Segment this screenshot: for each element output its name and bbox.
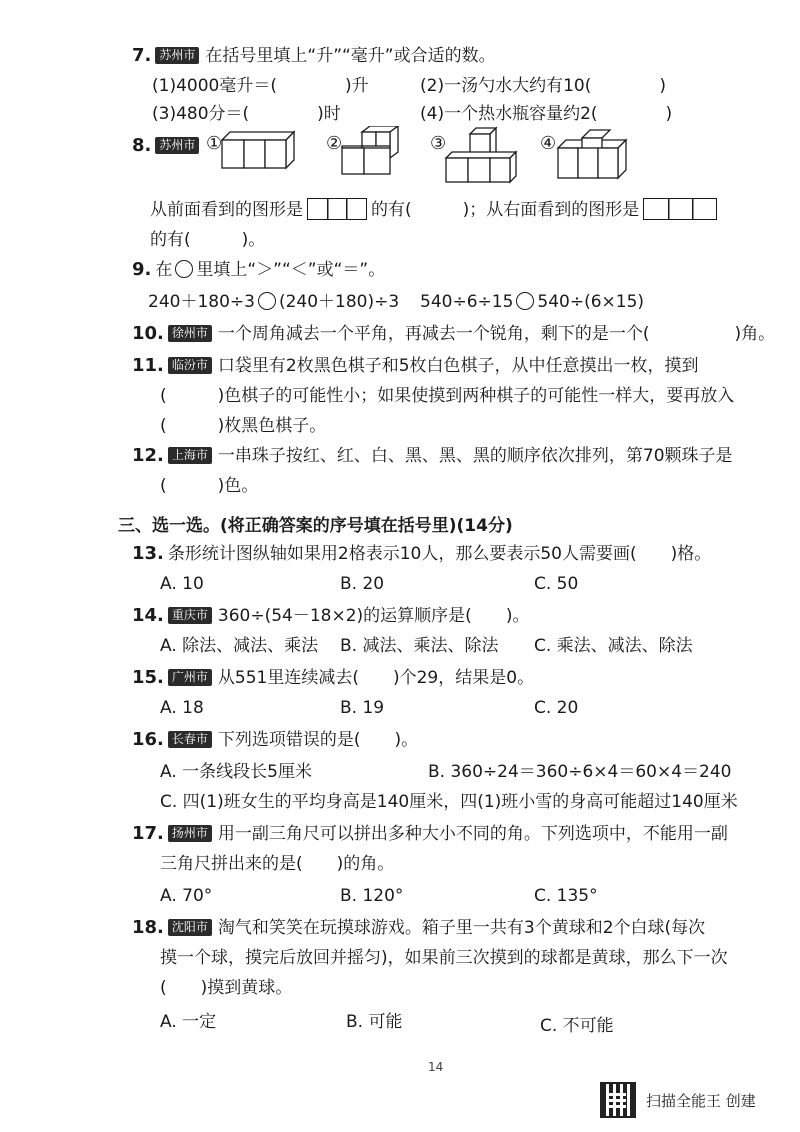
q15-region-tag: 广州市 [168, 669, 212, 686]
q15-number: 15. [132, 667, 164, 688]
q16-number: 16. [132, 729, 164, 750]
q13-number: 13. [132, 543, 164, 564]
q7-item-2: (2)一汤勺水大约有10( ) [420, 76, 666, 96]
qr-code-icon [600, 1082, 636, 1118]
cube-figure-4 [556, 126, 632, 180]
answer-circle-2[interactable] [516, 292, 534, 310]
q13 [132, 542, 711, 566]
q9-number: 9. [132, 259, 152, 280]
q9-expression-2 [420, 290, 644, 314]
q15-option-b: B. 19 [340, 698, 385, 718]
q8-number: 8. [132, 135, 152, 156]
q18-option-a: A. 一定 [160, 1012, 217, 1032]
q8-label-1: ① [206, 133, 223, 154]
q12-line-1 [132, 444, 733, 468]
q18-number: 18. [132, 917, 164, 938]
q17-option-a: A. 70° [160, 886, 213, 906]
q10 [132, 322, 775, 346]
q12-number: 12. [132, 445, 164, 466]
q7-item-1: (1)4000毫升＝( )升 [152, 76, 369, 96]
q15-option-c: C. 20 [534, 698, 579, 718]
q12-line-2: ( )色。 [160, 476, 259, 496]
q15 [132, 666, 534, 690]
q14-text: 360÷(54－18×2)的运算顺序是( )。 [217, 606, 530, 626]
q9-expression-1 [148, 290, 399, 314]
q9-stem [132, 258, 385, 282]
q14-option-c: C. 乘法、减法、除法 [534, 636, 693, 656]
q9-expr2-left: 540÷6÷15 [420, 292, 514, 312]
q11-region-tag: 临汾市 [168, 357, 212, 374]
q8-label-4: ④ [540, 133, 557, 154]
q13-option-b: B. 20 [340, 574, 385, 594]
q7-text: 在括号里填上“升”“毫升”或合适的数。 [205, 46, 496, 66]
cube-figure-2 [340, 126, 404, 180]
q10-text: 一个周角减去一个平角，再减去一个锐角，剩下的是一个( )角。 [217, 324, 776, 344]
q10-number: 10. [132, 323, 164, 344]
q7-region-tag: 苏州市 [155, 47, 199, 64]
cube-figure-3 [444, 126, 520, 184]
q11-text-1: 口袋里有2枚黑色棋子和5枚白色棋子，从中任意摸出一枚，摸到 [217, 356, 699, 376]
q18-region-tag: 沈阳市 [168, 919, 212, 936]
q13-text: 条形统计图纵轴如果用2格表示10人，那么要表示50人需要画( )格。 [167, 544, 712, 564]
q9-expr2-right: 540÷(6×15) [537, 292, 645, 312]
q8-header [132, 134, 205, 158]
q17-option-c: C. 135° [534, 886, 598, 906]
q16-region-tag: 长春市 [168, 731, 212, 748]
q16 [132, 728, 418, 752]
q9-text-b: 里填上“＞”“＜”或“＝”。 [196, 260, 386, 280]
compare-circle-icon [175, 260, 193, 278]
q9-expr1-right: (240＋180)÷3 [278, 292, 400, 312]
q17-number: 17. [132, 823, 164, 844]
q18-line-2: 摸一个球，摸完后放回并摇匀)，如果前三次摸到的球都是黄球，那么下一次 [160, 948, 728, 968]
q12-region-tag: 上海市 [168, 447, 212, 464]
q18-line-1 [132, 916, 705, 940]
right-view-strip-icon [643, 198, 717, 220]
q17-region-tag: 扬州市 [168, 825, 212, 842]
q17-option-b: B. 120° [340, 886, 404, 906]
q8-line-1 [150, 198, 721, 222]
q18-option-b: B. 可能 [346, 1012, 403, 1032]
page-number: 14 [428, 1060, 444, 1074]
q14-number: 14. [132, 605, 164, 626]
q8-label-2: ② [326, 133, 343, 154]
q14-option-b: B. 减法、乘法、除法 [340, 636, 499, 656]
q14 [132, 604, 529, 628]
q12-text-1: 一串珠子按红、红、白、黑、黑、黑的顺序依次排列，第70颗珠子是 [217, 446, 733, 466]
section-heading: 三、选一选。(将正确答案的序号填在括号里)(14分) [118, 516, 513, 536]
q7-stem [132, 44, 496, 68]
q14-option-a: A. 除法、减法、乘法 [160, 636, 319, 656]
q8-front-view-text: 从前面看到的图形是 [150, 200, 303, 220]
q9-expr1-left: 240＋180÷3 [148, 292, 255, 312]
q16-option-a: A. 一条线段长5厘米 [160, 762, 312, 782]
q13-option-c: C. 50 [534, 574, 579, 594]
q8-line-2: 的有( )。 [150, 230, 266, 250]
q11-line-3: ( )枚黑色棋子。 [160, 416, 327, 436]
q17-line-2: 三角尺拼出来的是( )的角。 [160, 854, 395, 874]
q15-option-a: A. 18 [160, 698, 204, 718]
q18-text-1: 淘气和笑笑在玩摸球游戏。箱子里一共有3个黄球和2个白球(每次 [217, 918, 706, 938]
q14-region-tag: 重庆市 [168, 607, 212, 624]
q10-region-tag: 徐州市 [168, 325, 212, 342]
q18-option-c: C. 不可能 [540, 1016, 614, 1036]
q17-line-1 [132, 822, 728, 846]
q9-text-a: 在 [155, 260, 173, 280]
q7-item-3: (3)480分＝( )时 [152, 104, 341, 124]
q11-line-2: ( )色棋子的可能性小；如果使摸到两种棋子的可能性一样大，要再放入 [160, 386, 735, 406]
q16-option-c: C. 四(1)班女生的平均身高是140厘米，四(1)班小雪的身高可能超过140厘米 [160, 792, 738, 812]
q11-number: 11. [132, 355, 164, 376]
q7-item-4: (4)一个热水瓶容量约2( ) [420, 104, 673, 124]
q15-text: 从551里连续减去( )个29，结果是0。 [217, 668, 535, 688]
q8-region-tag: 苏州市 [155, 137, 199, 154]
q11-line-1 [132, 354, 699, 378]
cube-figure-1 [220, 126, 300, 170]
q18-line-3: ( )摸到黄球。 [160, 978, 293, 998]
answer-circle-1[interactable] [258, 292, 276, 310]
scanner-watermark: 扫描全能王 创建 [646, 1092, 756, 1110]
q16-text: 下列选项错误的是( )。 [217, 730, 419, 750]
q8-label-3: ③ [430, 133, 447, 154]
q17-text-1: 用一副三角尺可以拼出多种大小不同的角。下列选项中，不能用一副 [217, 824, 728, 844]
front-view-strip-icon [307, 198, 367, 220]
q16-option-b: B. 360÷24＝360÷6×4＝60×4＝240 [428, 762, 732, 782]
q8-right-view-text: 的有( )；从右面看到的图形是 [371, 200, 640, 220]
q13-option-a: A. 10 [160, 574, 204, 594]
q7-number: 7. [132, 45, 152, 66]
